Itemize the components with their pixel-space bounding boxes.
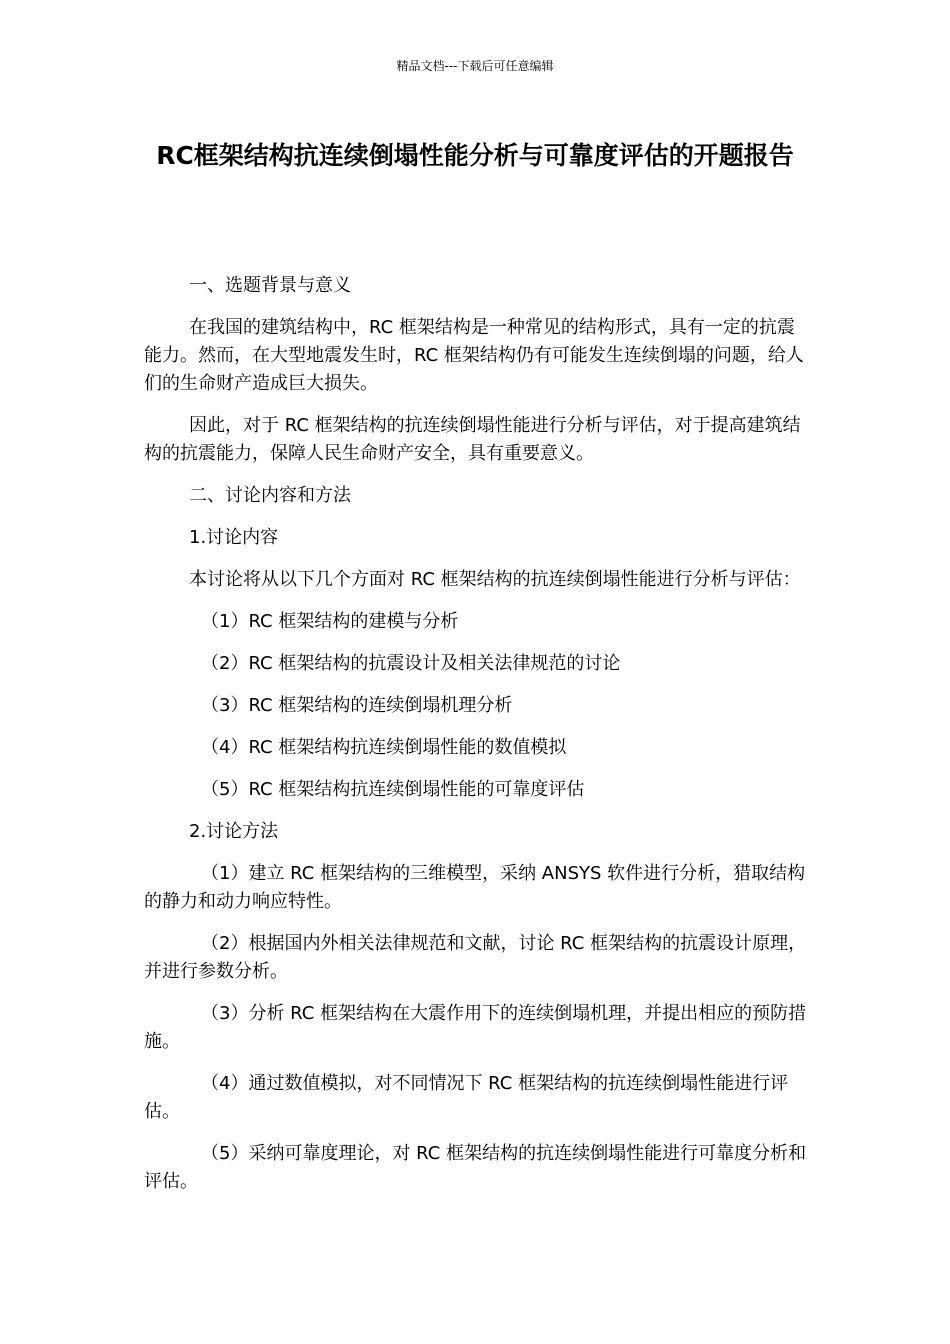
method-item: （4）通过数值模拟，对不同情况下 RC 框架结构的抗连续倒塌性能进行评估。 [144,1073,789,1122]
page-header-note: 精品文档---下载后可任意编辑 [396,59,554,73]
method-item: （2）根据国内外相关法律规范和文献，讨论 RC 框架结构的抗震设计原理，并进行参数分析。 [144,933,807,982]
method-item: （5）采纳可靠度理论，对 RC 框架结构的抗连续倒塌性能进行可靠度分析和评估。 [144,1143,807,1192]
paragraph-background-1: 在我国的建筑结构中，RC 框架结构是一种常见的结构形式，具有一定的抗震能力。然而，在大型地震发生时，RC 框架结构仍有可能发生连续倒塌的问题，给人们的生命财产造成巨大损失。 [144,317,804,394]
subheading-method: 2.讨论方法 [189,821,279,842]
paragraph-content-intro: 本讨论将从以下几个方面对 RC 框架结构的抗连续倒塌性能进行分析与评估： [189,569,801,590]
method-item: （1）建立 RC 框架结构的三维模型，采纳 ANSYS 软件进行分析，猎取结构的静力和动力响应特性。 [144,863,806,912]
document-title: RC框架结构抗连续倒塌性能分析与可靠度评估的开题报告 [156,141,794,170]
section-heading-background: 一、选题背景与意义 [189,275,351,296]
list-item: （4）RC 框架结构抗连续倒塌性能的数值模拟 [201,737,567,758]
document-body [144,272,808,1210]
list-item: （5）RC 框架结构抗连续倒塌性能的可靠度评估 [201,779,585,800]
paragraph-background-2: 因此，对于 RC 框架结构的抗连续倒塌性能进行分析与评估，对于提高建筑结构的抗震能力，保障人民生命财产安全，具有重要意义。 [144,415,801,464]
list-item: （2）RC 框架结构的抗震设计及相关法律规范的讨论 [201,653,621,674]
section-heading-content-method: 二、讨论内容和方法 [189,485,351,506]
method-item: （3）分析 RC 框架结构在大震作用下的连续倒塌机理，并提出相应的预防措施。 [144,1003,807,1052]
list-item: （1）RC 框架结构的建模与分析 [201,611,459,632]
subheading-content: 1.讨论内容 [189,527,279,548]
list-item: （3）RC 框架结构的连续倒塌机理分析 [201,695,513,716]
